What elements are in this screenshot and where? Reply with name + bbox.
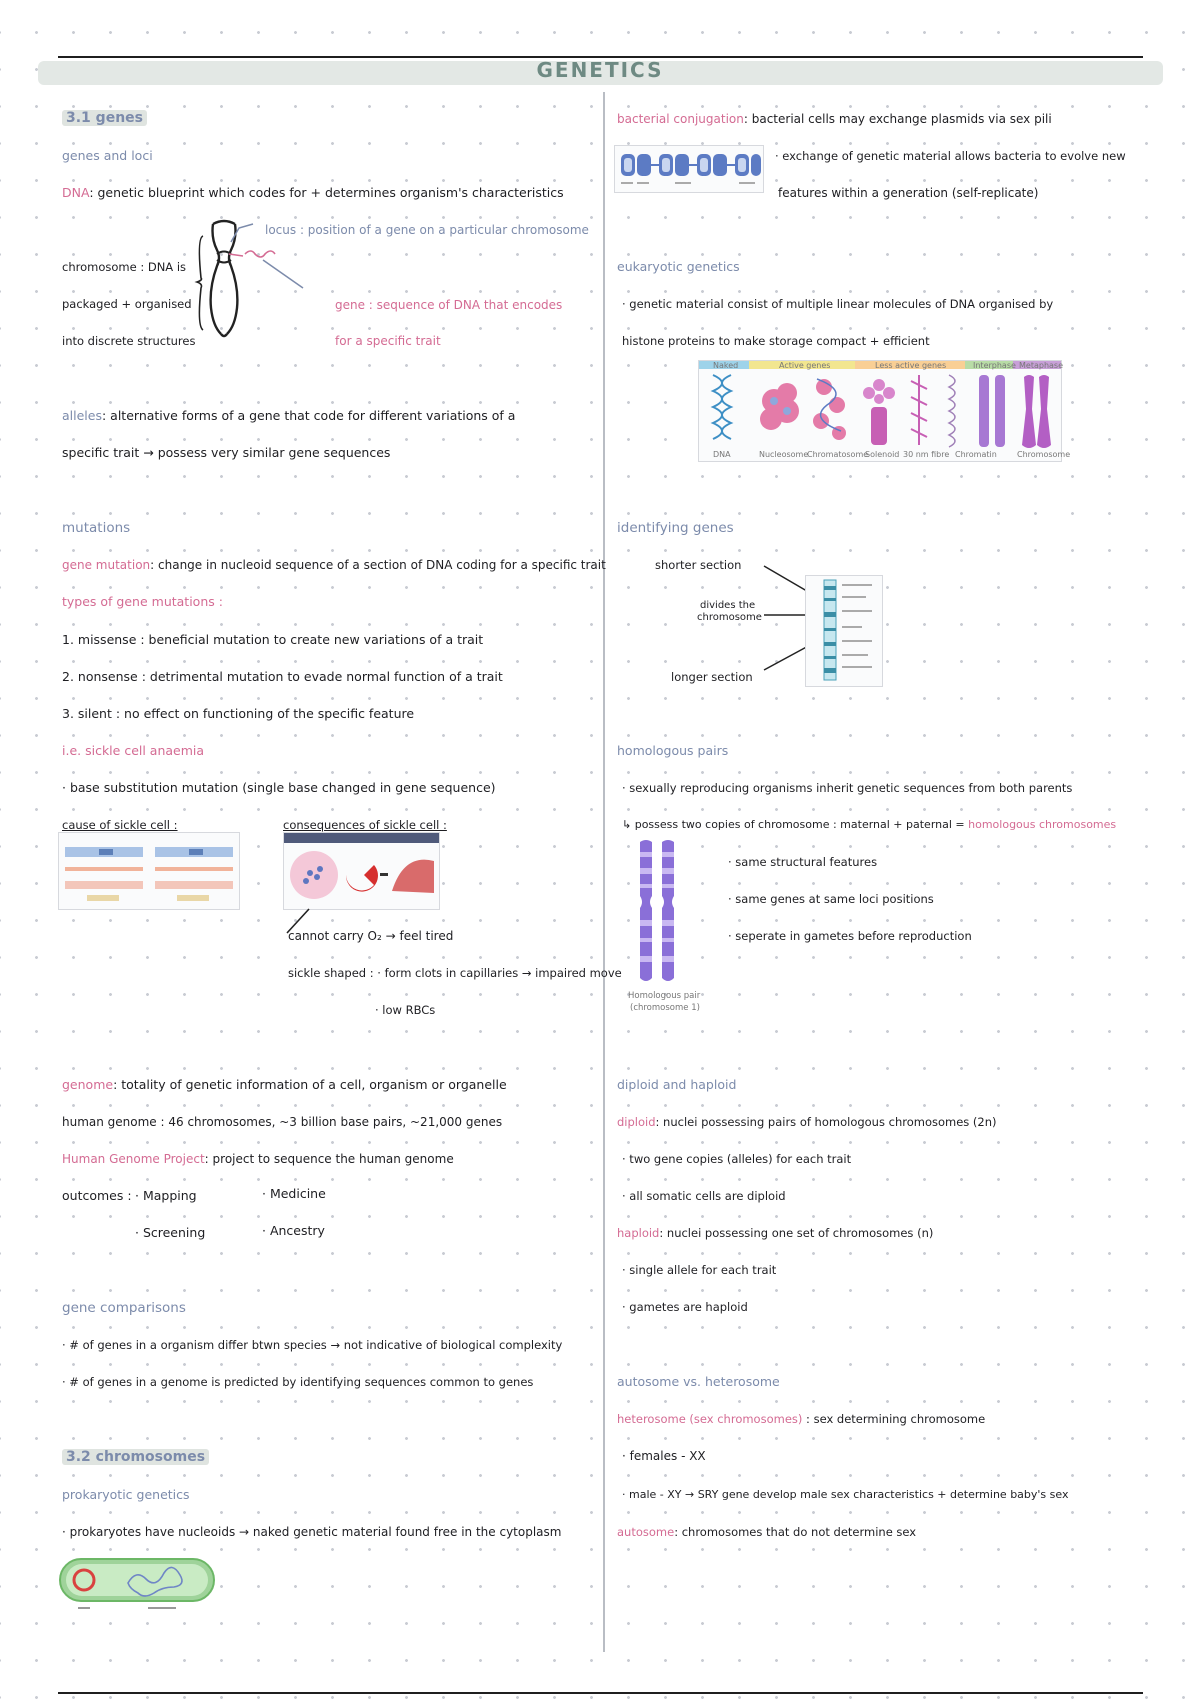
column-divider: [603, 92, 605, 1652]
homologous-pair-figure: [632, 838, 692, 1008]
mutations-subheading: mutations: [62, 520, 131, 536]
prokaryote-definition: · prokaryotes have nucleoids → naked genetic material found free in the cytoplasm: [62, 1525, 562, 1539]
genes-loci-subheading: genes and loci: [62, 148, 153, 163]
heterosome-definition: heterosome (sex chromosomes) : sex determining chromosome: [617, 1412, 986, 1426]
outcome-ancestry: · Ancestry: [262, 1223, 325, 1238]
longer-section-label: longer section: [671, 670, 753, 684]
eukaryotic-subheading: eukaryotic genetics: [617, 259, 740, 274]
bottom-rule: [58, 1692, 1143, 1694]
homologous-line1: · sexually reproducing organisms inherit genetic sequences from both parents: [622, 781, 1073, 795]
outcome-mapping: · Mapping: [135, 1188, 197, 1203]
sickle-cell-example: i.e. sickle cell anaemia: [62, 743, 205, 758]
section-3-1-heading: 3.1 genes: [62, 110, 147, 126]
locus-definition: locus : position of a gene on a particular chromosome: [265, 223, 589, 237]
base-substitution-note: · base substitution mutation (single base changed in gene sequence): [62, 780, 496, 795]
stage-label-interphase: Interphase: [973, 361, 1016, 370]
sickle-cause-figure: [58, 832, 240, 910]
divides-label-1: divides the: [700, 600, 756, 611]
alleles-line1: alleles: alternative forms of a gene that code for different variations of a: [62, 408, 516, 423]
bacterial-conjugation-definition: bacterial conjugation: bacterial cells may exchange plasmids via sex pili: [617, 112, 1052, 126]
outcome-screening: · Screening: [135, 1225, 206, 1240]
diploid-definition: diploid: nuclei possessing pairs of homologous chromosomes (2n): [617, 1115, 997, 1129]
missense-item: 1. missense : beneficial mutation to create new variations of a trait: [62, 632, 484, 647]
conjugation-line2: features within a generation (self-replicate): [778, 186, 1039, 200]
homologous-caption-1: Homologous pair: [628, 991, 701, 1001]
gene-comparison-2: · # of genes in a genome is predicted by identifying sequences common to genes: [62, 1375, 534, 1389]
label-solenoid: Solenoid: [865, 450, 900, 459]
males-note: · male - XY → SRY gene develop male sex characteristics + determine baby's sex: [622, 1488, 1069, 1501]
label-chromatin: Chromatin: [955, 450, 997, 459]
gene-comparison-1: · # of genes in a organism differ btwn species → not indicative of biological complexity: [62, 1338, 563, 1352]
alleles-line2: specific trait → possess very similar gene sequences: [62, 445, 391, 460]
outcome-medicine: · Medicine: [262, 1186, 326, 1201]
eukaryotic-line2: histone proteins to make storage compact + efficient: [622, 334, 930, 348]
label-chromatosome: Chromatosome: [807, 450, 869, 459]
low-rbc-effect: · low RBCs: [375, 1003, 436, 1017]
identifying-genes-subheading: identifying genes: [617, 520, 734, 536]
stage-label-metaphase: Metaphase: [1019, 361, 1064, 370]
autosome-definition: autosome: chromosomes that do not determine sex: [617, 1525, 917, 1539]
label-chromosome: Chromosome: [1017, 450, 1071, 459]
sickle-consequence-figure: [283, 832, 440, 910]
cause-label: cause of sickle cell :: [62, 818, 178, 832]
eukaryotic-line1: · genetic material consist of multiple linear molecules of DNA organised by: [622, 297, 1054, 311]
chromosome-def-line2: packaged + organised: [62, 297, 192, 311]
divides-label-2: chromosome: [697, 612, 762, 623]
outcomes-label: outcomes :: [62, 1188, 132, 1203]
homologous-bullet-1: · same structural features: [728, 855, 878, 869]
page-title: GENETICS: [536, 58, 664, 82]
genome-definition: genome: totality of genetic information of a cell, organism or organelle: [62, 1077, 507, 1092]
stage-label-less-active: Less active genes: [875, 361, 947, 370]
gene-mutation-definition: gene mutation: change in nucleoid sequence of a section of DNA coding for a specific trait: [62, 558, 606, 572]
cannot-carry-oxygen: cannot carry O₂ → feel tired: [288, 929, 454, 943]
chromosome-def-line3: into discrete structures: [62, 334, 196, 348]
label-nucleosome: Nucleosome: [759, 450, 809, 459]
homologous-bullet-3: · seperate in gametes before reproduction: [728, 929, 972, 943]
chromosome-def-line1: chromosome : DNA is: [62, 260, 187, 274]
haploid-bullet-1: · single allele for each trait: [622, 1263, 777, 1277]
gene-comparisons-subheading: gene comparisons: [62, 1300, 186, 1316]
dna-definition: DNA: genetic blueprint which codes for + determines organism's characteristics: [62, 185, 564, 200]
females-note: · females - XX: [622, 1449, 706, 1463]
diploid-bullet-1: · two gene copies (alleles) for each trait: [622, 1152, 852, 1166]
homologous-bullet-2: · same genes at same loci positions: [728, 892, 934, 906]
diploid-haploid-subheading: diploid and haploid: [617, 1077, 737, 1092]
chromosome-map-figure: [805, 575, 883, 687]
diploid-bullet-2: · all somatic cells are diploid: [622, 1189, 786, 1203]
hgp-definition: Human Genome Project: project to sequence the human genome: [62, 1152, 454, 1166]
chromatin-packing-figure: [698, 360, 1071, 462]
human-genome-facts: human genome : 46 chromosomes, ~3 billion base pairs, ~21,000 genes: [62, 1115, 503, 1129]
silent-item: 3. silent : no effect on functioning of the specific feature: [62, 706, 415, 721]
homologous-caption-2: (chromosome 1): [630, 1003, 700, 1013]
shorter-section-label: shorter section: [655, 558, 742, 572]
haploid-bullet-2: · gametes are haploid: [622, 1300, 748, 1314]
sickle-shaped-effects: sickle shaped : · form clots in capillaries → impaired move: [288, 966, 622, 980]
conjugation-figure: [614, 145, 764, 193]
consequences-label: consequences of sickle cell :: [283, 818, 447, 832]
prokaryote-cell-figure: [58, 1555, 218, 1617]
prokaryotic-subheading: prokaryotic genetics: [62, 1487, 190, 1502]
label-dna: DNA: [713, 450, 731, 459]
homologous-line2: ↳ possess two copies of chromosome : maternal + paternal = homologous chromosomes: [622, 818, 1117, 831]
nonsense-item: 2. nonsense : detrimental mutation to evade normal function of a trait: [62, 669, 503, 684]
section-3-2-heading: 3.2 chromosomes: [62, 1449, 209, 1465]
mutation-types-heading: types of gene mutations :: [62, 594, 223, 609]
gene-definition-line1: gene : sequence of DNA that encodes: [335, 298, 563, 312]
gene-definition-line2: for a specific trait: [335, 334, 441, 348]
haploid-definition: haploid: nuclei possessing one set of chromosomes (n): [617, 1226, 934, 1240]
label-30nm-fibre: 30 nm fibre: [903, 450, 950, 459]
homologous-pairs-subheading: homologous pairs: [617, 743, 729, 758]
chromosome-diagram: [195, 218, 335, 358]
conjugation-line1: · exchange of genetic material allows bacteria to evolve new: [775, 149, 1126, 163]
stage-label-naked: Naked: [713, 361, 739, 370]
autosome-heterosome-subheading: autosome vs. heterosome: [617, 1374, 780, 1389]
stage-label-active: Active genes: [779, 361, 831, 370]
